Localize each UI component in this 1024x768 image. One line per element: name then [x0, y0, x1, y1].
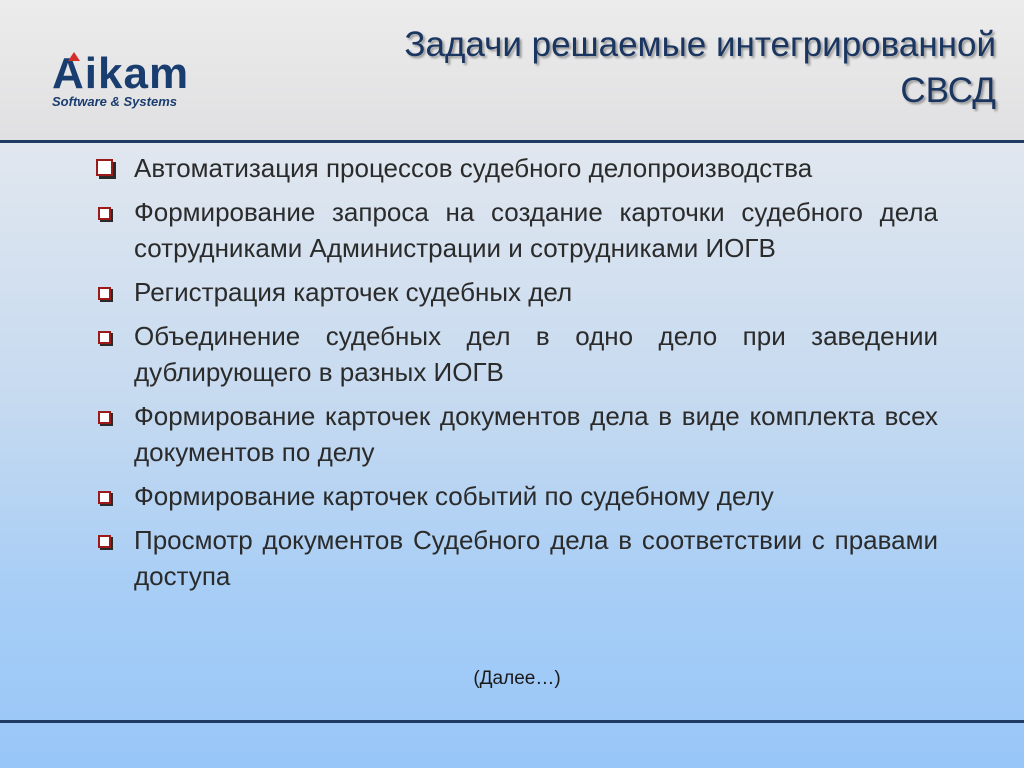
bullet-list — [96, 150, 938, 602]
list-item — [96, 398, 938, 470]
checkbox-bullet-icon — [98, 491, 111, 504]
aikam-logo — [52, 49, 242, 114]
list-item-text: Формирование карточек событий по судебному делу — [134, 481, 774, 511]
list-item — [96, 274, 938, 310]
list-item — [96, 318, 938, 390]
list-item-text: Формирование карточек документов дела в виде комплекта всех документов по делу — [134, 401, 938, 467]
logo-accent-triangle-icon — [68, 52, 80, 61]
list-item-text: Формирование запроса на создание карточки судебного дела сотрудниками Администрации и сотрудниками ИОГВ — [134, 197, 938, 263]
header-divider — [0, 140, 1024, 143]
checkbox-bullet-icon — [96, 159, 113, 176]
logo-subtitle: Software & Systems — [52, 94, 177, 109]
checkbox-bullet-icon — [98, 331, 111, 344]
checkbox-bullet-icon — [98, 411, 111, 424]
slide-title-line-1: Задачи решаемые интегрированной — [404, 25, 996, 64]
slide-title — [296, 22, 996, 114]
list-item — [96, 194, 938, 266]
checkbox-bullet-icon — [98, 535, 111, 548]
next-slide-hint: (Далее…) — [473, 668, 561, 689]
list-item — [96, 522, 938, 594]
checkbox-bullet-icon — [98, 207, 111, 220]
list-item-text: Объединение судебных дел в одно дело при заведении дублирующего в разных ИОГВ — [134, 321, 938, 387]
list-item — [96, 478, 938, 514]
footer-divider — [0, 720, 1024, 723]
list-item-text: Автоматизация процессов судебного делопроизводства — [134, 153, 813, 183]
list-item — [96, 150, 938, 186]
list-item-text: Просмотр документов Судебного дела в соответствии с правами доступа — [134, 525, 938, 591]
checkbox-bullet-icon — [98, 287, 111, 300]
logo-wordmark: Aikam — [52, 49, 190, 98]
list-item-text: Регистрация карточек судебных дел — [134, 277, 573, 307]
slide-title-line-2: СВСД — [900, 71, 996, 110]
